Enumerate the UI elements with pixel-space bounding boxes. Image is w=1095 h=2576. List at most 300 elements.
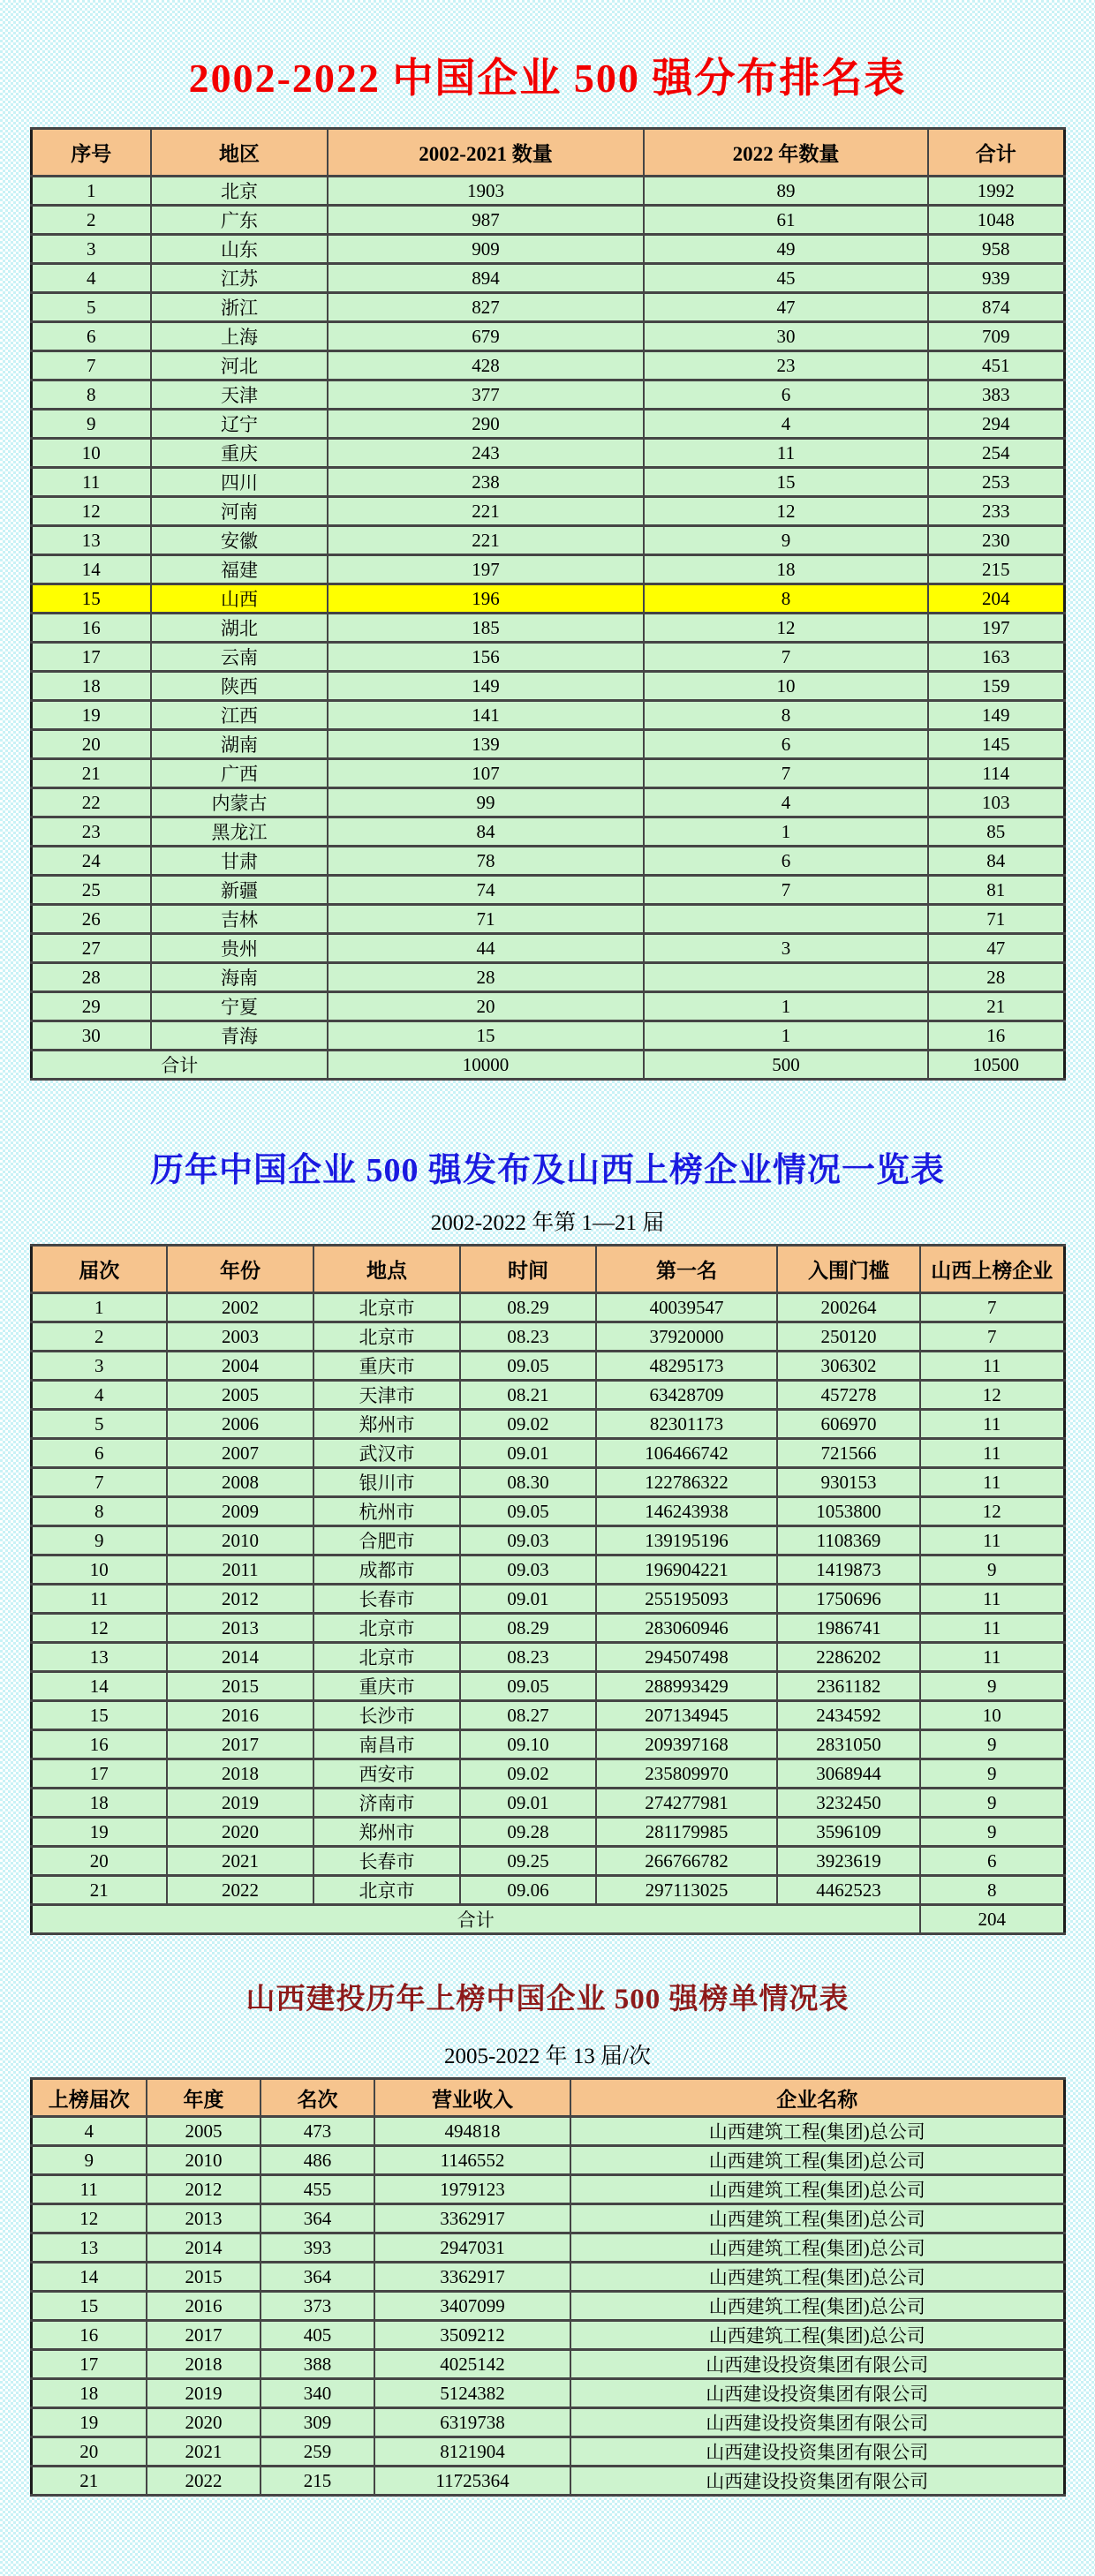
- table-cell: 2020: [167, 1818, 313, 1847]
- table-cell: 106466742: [596, 1439, 777, 1468]
- table-cell: 2012: [167, 1585, 313, 1614]
- table-cell: 2018: [147, 2350, 261, 2379]
- table-cell: 1108369: [777, 1526, 920, 1555]
- table-row: [31, 905, 1064, 934]
- table2-header-row: [31, 1246, 1064, 1293]
- table-cell: [644, 963, 928, 992]
- table-cell: 2019: [147, 2379, 261, 2408]
- table-cell: 19: [31, 701, 151, 730]
- table-row: [31, 2263, 1064, 2292]
- table-row: [31, 2117, 1064, 2146]
- table-cell: 长春市: [313, 1847, 460, 1876]
- table-cell: 2013: [167, 1614, 313, 1643]
- table-cell: 679: [328, 322, 644, 351]
- table-row: [31, 847, 1064, 876]
- table-cell: 陕西: [151, 672, 328, 701]
- table-cell: 成都市: [313, 1555, 460, 1585]
- table3-subtitle: 2005-2022 年 13 届/次: [443, 2045, 652, 2068]
- table-cell: 163: [928, 643, 1064, 672]
- table-cell: 8: [644, 701, 928, 730]
- table-cell: 27: [31, 934, 151, 963]
- table-cell: 294: [928, 410, 1064, 439]
- table-cell: 11: [31, 1585, 167, 1614]
- table-row: [31, 1555, 1064, 1585]
- table-cell: 广东: [151, 206, 328, 235]
- table-cell: 8: [920, 1876, 1064, 1905]
- table-cell: 山西建筑工程(集团)总公司: [570, 2321, 1064, 2350]
- table-cell: 26: [31, 905, 151, 934]
- table-cell: 146243938: [596, 1497, 777, 1526]
- table-cell: 2010: [147, 2146, 261, 2175]
- table-cell: 10: [920, 1701, 1064, 1730]
- table-row: [31, 1759, 1064, 1789]
- table-cell: 河南: [151, 497, 328, 526]
- table-cell: 457278: [777, 1381, 920, 1410]
- table-cell: 山西建设投资集团有限公司: [570, 2379, 1064, 2408]
- table-cell: 山东: [151, 235, 328, 264]
- table-cell: 16: [31, 2321, 147, 2350]
- table-row: [31, 2379, 1064, 2408]
- table-cell: 274277981: [596, 1789, 777, 1818]
- table-cell: 81: [928, 876, 1064, 905]
- document-page: [0, 46, 1095, 2576]
- table-cell: 1053800: [777, 1497, 920, 1526]
- table-cell: 12: [644, 497, 928, 526]
- table-cell: 山西建设投资集团有限公司: [570, 2467, 1064, 2496]
- table-cell: 6: [644, 847, 928, 876]
- table-cell: 25: [31, 876, 151, 905]
- table-cell: 7: [31, 351, 151, 380]
- table-row: [31, 1672, 1064, 1701]
- table-cell: 山西: [151, 584, 328, 614]
- table-cell: 294507498: [596, 1643, 777, 1672]
- table-cell: 17: [31, 1759, 167, 1789]
- table-row: [31, 1468, 1064, 1497]
- table-cell: 6: [644, 380, 928, 410]
- table-cell: 215: [928, 555, 1064, 584]
- table-cell: 重庆市: [313, 1672, 460, 1701]
- table-cell: 377: [328, 380, 644, 410]
- table-cell: 11: [920, 1468, 1064, 1497]
- table-cell: 78: [328, 847, 644, 876]
- table-cell: 21: [31, 2467, 147, 2496]
- table-row: [31, 817, 1064, 847]
- table-cell: 185: [328, 614, 644, 643]
- table-row: [31, 1789, 1064, 1818]
- table-cell: 28: [31, 963, 151, 992]
- table-cell: 8: [644, 584, 928, 614]
- table-cell: 709: [928, 322, 1064, 351]
- table-cell: 12: [920, 1381, 1064, 1410]
- table-cell: 3362917: [374, 2263, 570, 2292]
- table-cell: 103: [928, 788, 1064, 817]
- table-cell: 23: [31, 817, 151, 847]
- table-cell: 7: [644, 876, 928, 905]
- table-row: [31, 1439, 1064, 1468]
- table-cell: 15: [31, 2292, 147, 2321]
- table-cell: 266766782: [596, 1847, 777, 1876]
- column-header: 届次: [31, 1246, 167, 1293]
- table-cell: 7: [644, 759, 928, 788]
- table-cell: 2947031: [374, 2233, 570, 2263]
- table-cell: 16: [928, 1021, 1064, 1051]
- table-cell: 福建: [151, 555, 328, 584]
- table-cell: 青海: [151, 1021, 328, 1051]
- column-header: 地点: [313, 1246, 460, 1293]
- table-cell: 235809970: [596, 1759, 777, 1789]
- table-cell: 南昌市: [313, 1730, 460, 1759]
- table-cell: 12: [920, 1497, 1064, 1526]
- table-row: [31, 1410, 1064, 1439]
- table-cell: 373: [261, 2292, 374, 2321]
- table-cell: 1419873: [777, 1555, 920, 1585]
- table-cell: 山西建筑工程(集团)总公司: [570, 2204, 1064, 2233]
- table-cell: 149: [328, 672, 644, 701]
- table-cell: 13: [31, 526, 151, 555]
- table-row: [31, 235, 1064, 264]
- table-cell: 天津市: [313, 1381, 460, 1410]
- table-cell: 23: [644, 351, 928, 380]
- table-cell: 11: [920, 1585, 1064, 1614]
- table-cell: 37920000: [596, 1322, 777, 1352]
- table-cell: 14: [31, 1672, 167, 1701]
- table-cell: 09.05: [460, 1497, 596, 1526]
- table-row: [31, 1021, 1064, 1051]
- table-cell: 辽宁: [151, 410, 328, 439]
- table-cell: 6: [31, 322, 151, 351]
- table-cell: 1986741: [777, 1614, 920, 1643]
- table-cell: 黑龙江: [151, 817, 328, 847]
- table2-subtitle: 2002-2022 年第 1—21 届: [430, 1211, 665, 1235]
- table-cell: 1: [31, 177, 151, 206]
- table-cell: 30: [644, 322, 928, 351]
- table-cell: 721566: [777, 1439, 920, 1468]
- table-cell: 141: [328, 701, 644, 730]
- table-cell: 2018: [167, 1759, 313, 1789]
- table-row: [31, 1526, 1064, 1555]
- table-cell: 255195093: [596, 1585, 777, 1614]
- table-row: [31, 2408, 1064, 2437]
- table-cell: 61: [644, 206, 928, 235]
- table-cell: 山西建筑工程(集团)总公司: [570, 2146, 1064, 2175]
- table-cell: 宁夏: [151, 992, 328, 1021]
- table-row: [31, 1701, 1064, 1730]
- table-cell: 40039547: [596, 1293, 777, 1322]
- table-cell: 2: [31, 206, 151, 235]
- table-cell: 11: [31, 468, 151, 497]
- table1-title: 2002-2022 中国企业 500 强分布排名表: [188, 56, 907, 101]
- table-row: [31, 1730, 1064, 1759]
- table-cell: 18: [31, 672, 151, 701]
- table-cell: 8121904: [374, 2437, 570, 2467]
- table-cell: 21: [31, 1876, 167, 1905]
- table-row: [31, 730, 1064, 759]
- table-cell: 107: [328, 759, 644, 788]
- table-cell: 湖南: [151, 730, 328, 759]
- table-cell: 309: [261, 2408, 374, 2437]
- table-cell: 济南市: [313, 1789, 460, 1818]
- table-cell: 1: [644, 817, 928, 847]
- table-cell: 230: [928, 526, 1064, 555]
- table-cell: 山西建设投资集团有限公司: [570, 2408, 1064, 2437]
- table-cell: 874: [928, 293, 1064, 322]
- table-cell: 3509212: [374, 2321, 570, 2350]
- table-cell: 196904221: [596, 1555, 777, 1585]
- column-header: 上榜届次: [31, 2079, 147, 2117]
- table-cell: 20: [31, 2437, 147, 2467]
- table-cell: 山西建设投资集团有限公司: [570, 2437, 1064, 2467]
- table-cell: 2003: [167, 1322, 313, 1352]
- table-row: [31, 380, 1064, 410]
- table-cell: 1146552: [374, 2146, 570, 2175]
- column-header: 年份: [167, 1246, 313, 1293]
- table-cell: 2022: [167, 1876, 313, 1905]
- table-cell: 09.01: [460, 1789, 596, 1818]
- table-cell: 259: [261, 2437, 374, 2467]
- table-cell: 河北: [151, 351, 328, 380]
- table-cell: 江苏: [151, 264, 328, 293]
- table-cell: 84: [928, 847, 1064, 876]
- table-cell: 12: [644, 614, 928, 643]
- column-header: 入围门槛: [777, 1246, 920, 1293]
- table-cell: 新疆: [151, 876, 328, 905]
- table-row: [31, 701, 1064, 730]
- table-cell: 2: [31, 1322, 167, 1352]
- table-cell: 11725364: [374, 2467, 570, 2496]
- table-cell: 11: [920, 1614, 1064, 1643]
- table-cell: 9: [644, 526, 928, 555]
- table-cell: 85: [928, 817, 1064, 847]
- table-cell: 山西建设投资集团有限公司: [570, 2350, 1064, 2379]
- table-cell: 89: [644, 177, 928, 206]
- table-cell: 207134945: [596, 1701, 777, 1730]
- table-cell: 486: [261, 2146, 374, 2175]
- table-cell: 09.28: [460, 1818, 596, 1847]
- table-cell: 08.21: [460, 1381, 596, 1410]
- table-cell: 2015: [167, 1672, 313, 1701]
- table-cell: 江西: [151, 701, 328, 730]
- table-cell: 北京市: [313, 1322, 460, 1352]
- table-cell: 4025142: [374, 2350, 570, 2379]
- table-cell: 44: [328, 934, 644, 963]
- table-row: [31, 497, 1064, 526]
- table-cell: 3068944: [777, 1759, 920, 1789]
- table-cell: 贵州: [151, 934, 328, 963]
- table-cell: 2007: [167, 1439, 313, 1468]
- table-cell: 11: [920, 1410, 1064, 1439]
- table-cell: 987: [328, 206, 644, 235]
- table-cell: 114: [928, 759, 1064, 788]
- table-cell: 11: [644, 439, 928, 468]
- table-cell: 长春市: [313, 1585, 460, 1614]
- table-cell: 4462523: [777, 1876, 920, 1905]
- total-cell: 10500: [928, 1051, 1064, 1080]
- table-cell: 2434592: [777, 1701, 920, 1730]
- table-cell: 09.03: [460, 1555, 596, 1585]
- table-cell: 09.05: [460, 1672, 596, 1701]
- column-header: 合计: [928, 129, 1064, 177]
- table-row: [31, 293, 1064, 322]
- table-cell: 北京市: [313, 1614, 460, 1643]
- table-cell: 2016: [167, 1701, 313, 1730]
- table-cell: 09.05: [460, 1352, 596, 1381]
- table-cell: 13: [31, 1643, 167, 1672]
- table-cell: 1: [644, 1021, 928, 1051]
- table-cell: 四川: [151, 468, 328, 497]
- table-cell: 297113025: [596, 1876, 777, 1905]
- table-cell: 455: [261, 2175, 374, 2204]
- table-row: [31, 2321, 1064, 2350]
- table-cell: 939: [928, 264, 1064, 293]
- table-cell: 2014: [167, 1643, 313, 1672]
- table-row: [31, 672, 1064, 701]
- table-cell: 山西建筑工程(集团)总公司: [570, 2263, 1064, 2292]
- table-cell: 30: [31, 1021, 151, 1051]
- table-cell: 杭州市: [313, 1497, 460, 1526]
- table-cell: 139195196: [596, 1526, 777, 1555]
- table-cell: 09.03: [460, 1526, 596, 1555]
- table-cell: 196: [328, 584, 644, 614]
- table-cell: 西安市: [313, 1759, 460, 1789]
- table-cell: 8: [31, 380, 151, 410]
- table-cell: 894: [328, 264, 644, 293]
- table-cell: 340: [261, 2379, 374, 2408]
- table-cell: 15: [31, 584, 151, 614]
- table-row: [31, 2350, 1064, 2379]
- table-cell: 北京: [151, 177, 328, 206]
- table-cell: 银川市: [313, 1468, 460, 1497]
- table-cell: 2004: [167, 1352, 313, 1381]
- table-cell: 1048: [928, 206, 1064, 235]
- table-row: [31, 934, 1064, 963]
- table-cell: 7: [920, 1293, 1064, 1322]
- table-cell: 29: [31, 992, 151, 1021]
- table-cell: 6: [920, 1847, 1064, 1876]
- table-cell: 2017: [167, 1730, 313, 1759]
- table-cell: 84: [328, 817, 644, 847]
- table-cell: 9: [31, 1526, 167, 1555]
- table-cell: 221: [328, 497, 644, 526]
- table-cell: 08.23: [460, 1322, 596, 1352]
- table-cell: 494818: [374, 2117, 570, 2146]
- table-cell: 288993429: [596, 1672, 777, 1701]
- table-cell: 17: [31, 2350, 147, 2379]
- table-cell: 山西建筑工程(集团)总公司: [570, 2233, 1064, 2263]
- table-cell: 12: [31, 1614, 167, 1643]
- table-cell: 11: [31, 2175, 147, 2204]
- table-row: [31, 468, 1064, 497]
- table-cell: 393: [261, 2233, 374, 2263]
- table-cell: 安徽: [151, 526, 328, 555]
- table-cell: 19: [31, 1818, 167, 1847]
- table-row: [31, 788, 1064, 817]
- table-cell: 2014: [147, 2233, 261, 2263]
- table-cell: 958: [928, 235, 1064, 264]
- table3-header-row: [31, 2079, 1064, 2117]
- table-cell: 364: [261, 2263, 374, 2292]
- table-cell: 吉林: [151, 905, 328, 934]
- table-cell: 08.27: [460, 1701, 596, 1730]
- table1-header-row: [31, 129, 1064, 177]
- table-cell: 9: [920, 1555, 1064, 1585]
- table-cell: 3923619: [777, 1847, 920, 1876]
- table-cell: 2017: [147, 2321, 261, 2350]
- table-row: [31, 614, 1064, 643]
- table-cell: 北京市: [313, 1876, 460, 1905]
- column-header: 企业名称: [570, 2079, 1064, 2117]
- table-cell: 海南: [151, 963, 328, 992]
- table-cell: 2361182: [777, 1672, 920, 1701]
- table-cell: 99: [328, 788, 644, 817]
- table-cell: 253: [928, 468, 1064, 497]
- table-row: [31, 1585, 1064, 1614]
- table-cell: 2016: [147, 2292, 261, 2321]
- table-cell: 16: [31, 1730, 167, 1759]
- table-cell: 山西建筑工程(集团)总公司: [570, 2292, 1064, 2321]
- table-cell: 10: [31, 1555, 167, 1585]
- table-cell: 3: [31, 1352, 167, 1381]
- table-cell: 428: [328, 351, 644, 380]
- table-cell: 6: [31, 1439, 167, 1468]
- table-cell: 204: [928, 584, 1064, 614]
- table-cell: 重庆: [151, 439, 328, 468]
- table-cell: 内蒙古: [151, 788, 328, 817]
- table-cell: 5124382: [374, 2379, 570, 2408]
- table-cell: 215: [261, 2467, 374, 2496]
- table-cell: 5: [31, 1410, 167, 1439]
- table-row: [31, 1847, 1064, 1876]
- table-cell: 209397168: [596, 1730, 777, 1759]
- table-cell: 19: [31, 2408, 147, 2437]
- table-cell: 2019: [167, 1789, 313, 1818]
- table-cell: 09.01: [460, 1585, 596, 1614]
- table-cell: 45: [644, 264, 928, 293]
- table-row: [31, 2437, 1064, 2467]
- table-cell: 149: [928, 701, 1064, 730]
- table-cell: 2002: [167, 1293, 313, 1322]
- table-cell: 08.23: [460, 1643, 596, 1672]
- table-cell: 2286202: [777, 1643, 920, 1672]
- table-row: [31, 643, 1064, 672]
- table-cell: 238: [328, 468, 644, 497]
- table-cell: 武汉市: [313, 1439, 460, 1468]
- table-cell: 283060946: [596, 1614, 777, 1643]
- table-cell: 2009: [167, 1497, 313, 1526]
- table-cell: 49: [644, 235, 928, 264]
- table-cell: 2012: [147, 2175, 261, 2204]
- table-cell: 天津: [151, 380, 328, 410]
- table-cell: 9: [31, 2146, 147, 2175]
- table-cell: 11: [920, 1352, 1064, 1381]
- table-cell: 11: [920, 1643, 1064, 1672]
- table-cell: 7: [644, 643, 928, 672]
- table-row: [31, 2175, 1064, 2204]
- table-row: [31, 2146, 1064, 2175]
- table-cell: 197: [328, 555, 644, 584]
- table-cell: 北京市: [313, 1293, 460, 1322]
- table-cell: 1: [644, 992, 928, 1021]
- table-cell: 08.29: [460, 1614, 596, 1643]
- table-cell: 4: [31, 1381, 167, 1410]
- table-cell: 4: [644, 788, 928, 817]
- table-cell: 1992: [928, 177, 1064, 206]
- table-cell: 47: [928, 934, 1064, 963]
- table-cell: 3: [644, 934, 928, 963]
- table-cell: 221: [328, 526, 644, 555]
- table-cell: 湖北: [151, 614, 328, 643]
- table3-body: [31, 2117, 1064, 2496]
- table-row: [31, 1497, 1064, 1526]
